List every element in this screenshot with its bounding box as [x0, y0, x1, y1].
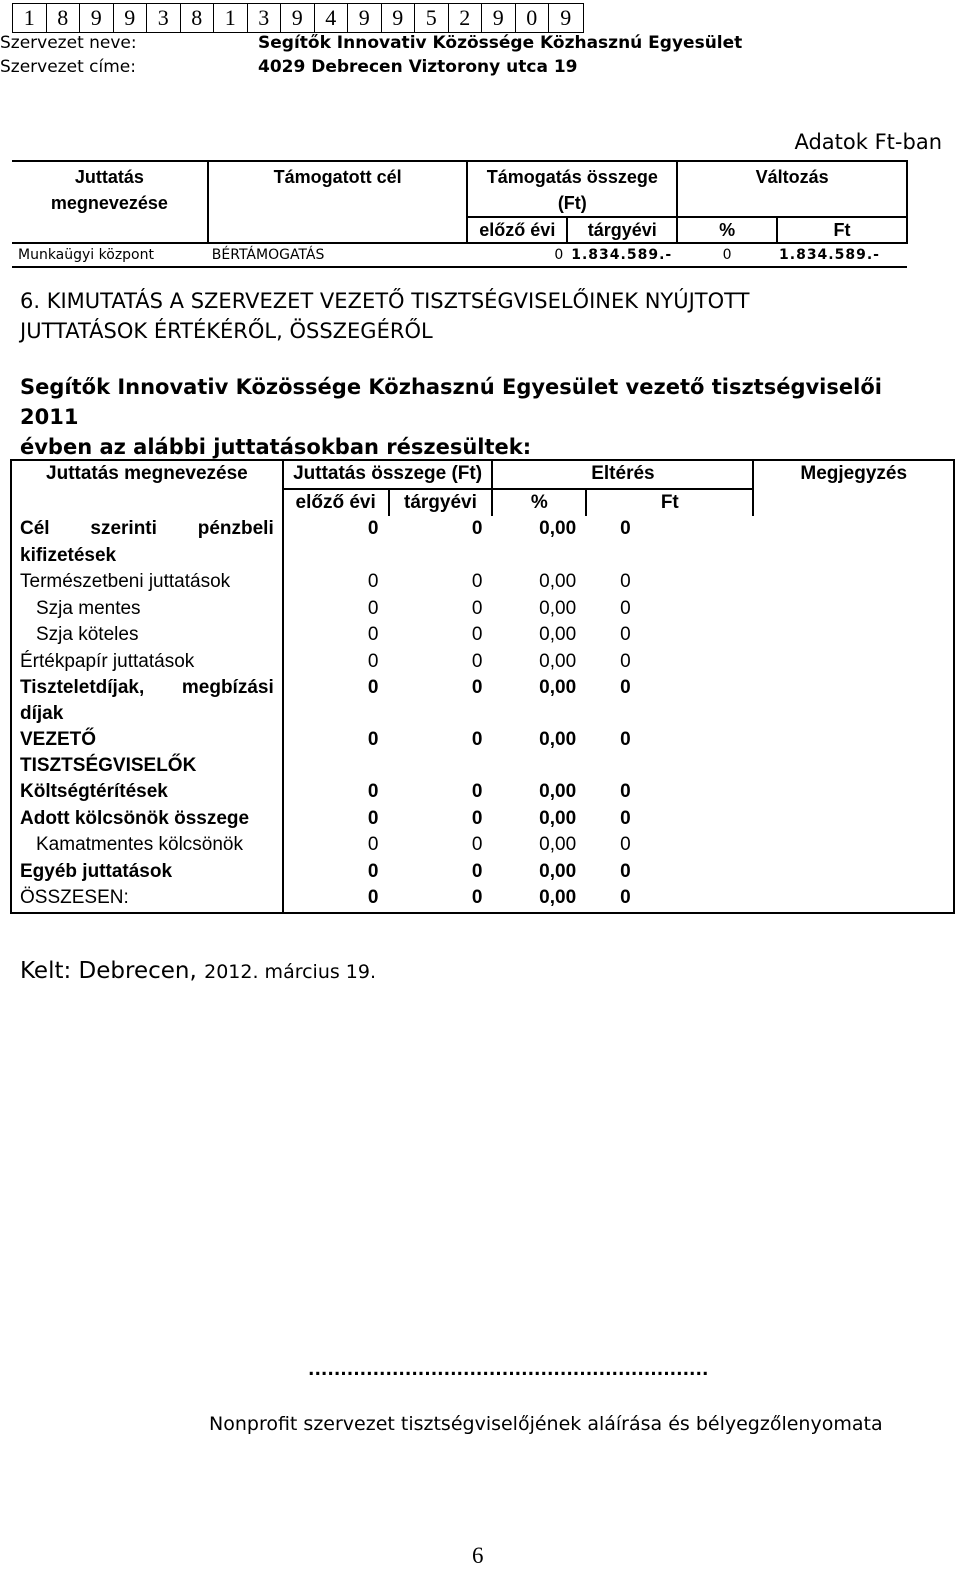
- cell-ft: 0: [620, 624, 631, 645]
- cell-prev: 0: [367, 860, 379, 882]
- header-change: Változás: [677, 161, 907, 217]
- cell-curr: 0: [471, 781, 483, 802]
- table-row: [11, 779, 954, 806]
- cell-prev: 0: [367, 677, 379, 698]
- tax-id-digit: 9: [382, 4, 416, 32]
- cell-name: Kamatmentes kölcsönök: [11, 832, 283, 859]
- cell-pct: 0,00: [539, 650, 577, 672]
- date-line: [20, 958, 376, 984]
- cell-ft: 0: [620, 860, 631, 882]
- cell-name: Szja mentes: [11, 596, 283, 623]
- section-intro: Segítők Innovativ Közössége Közhasznú Egyesület vezető tisztségviselői 2011 évben az alábbi juttatásokban részesültek:: [20, 375, 882, 459]
- table-row: [11, 859, 954, 886]
- tax-id-boxes: [12, 3, 584, 33]
- cell-ft: 0: [620, 518, 631, 539]
- org-address-value: 4029 Debrecen Viztorony utca 19: [258, 57, 578, 77]
- cell-name: Természetbeni juttatások: [11, 569, 283, 596]
- org-address-row: [0, 56, 960, 79]
- table-row: [11, 649, 954, 676]
- header-benefit-name: Juttatás megnevezése: [12, 161, 208, 243]
- cell-pct: 0,00: [539, 518, 577, 539]
- cell-prev: 0: [367, 518, 379, 539]
- cell-prev: 0: [367, 807, 379, 829]
- cell-ft: 0: [586, 885, 753, 913]
- benefits-table: [10, 459, 955, 914]
- cell-pct: 0,00: [539, 781, 577, 802]
- tax-id-digit: 0: [516, 4, 550, 32]
- section-title: 6. KIMUTATÁS A SZERVEZET VEZETŐ TISZTSÉGVISELŐINEK NYÚJTOTT JUTTATÁSOK ÉRTÉKÉRŐL, ÖSSZEGÉRŐL: [20, 289, 750, 343]
- cell-pct: 0,00: [539, 571, 577, 592]
- org-address-label: Szervezet címe:: [0, 57, 136, 77]
- header-prev-year: előző évi: [467, 217, 567, 243]
- date-value: 2012. március 19.: [204, 961, 377, 983]
- row-prev: 0: [467, 243, 567, 267]
- signature-caption: Nonprofit szervezet tisztségviselőjének aláírása és bélyegzőlenyomata: [209, 1413, 883, 1435]
- cell-curr: 0: [389, 885, 493, 913]
- header-pct: %: [492, 489, 586, 517]
- table-row: [11, 622, 954, 649]
- org-name-row: [0, 32, 960, 55]
- cell-curr: 0: [471, 518, 483, 539]
- cell-prev: 0: [367, 650, 379, 672]
- tax-id-digit: 9: [281, 4, 315, 32]
- date-place: Kelt: Debrecen,: [20, 958, 197, 984]
- cell-pct: 0,00: [539, 677, 577, 698]
- table-row: [11, 569, 954, 596]
- cell-curr: 0: [471, 677, 483, 698]
- cell-prev: 0: [367, 834, 379, 855]
- cell-name: Szja köteles: [11, 622, 283, 649]
- tax-id-digit: 3: [147, 4, 181, 32]
- cell-name: Egyéb juttatások: [11, 859, 283, 886]
- cell-name: VEZETŐ TISZTSÉGVISELŐK: [11, 727, 283, 779]
- cell-ft: 0: [620, 807, 631, 829]
- tax-id-digit: 1: [13, 4, 47, 32]
- signature-dots: ..............................................................: [308, 1360, 709, 1380]
- cell-curr: 0: [471, 624, 483, 645]
- table-row: Tiszteletdíjak, megbízási díjak 0 0 0,00 0: [11, 675, 954, 727]
- cell-curr: 0: [471, 807, 483, 829]
- row-benefit-name: Munkaügyi központ: [12, 243, 208, 267]
- tax-id-digit: 9: [114, 4, 148, 32]
- cell-ft: 0: [620, 571, 631, 592]
- table-row: Cél szerinti pénzbeli kifizetések 0 0 0,00 0: [11, 516, 954, 569]
- cell-curr: 0: [471, 597, 483, 619]
- row-goal: BÉRTÁMOGATÁS: [208, 243, 468, 267]
- cell-curr: 0: [471, 729, 483, 750]
- cell-ft: 0: [620, 729, 631, 750]
- cell-prev: 0: [367, 624, 379, 645]
- table-row: [11, 727, 954, 779]
- cell-prev: 0: [367, 781, 379, 802]
- cell-pct: 0,00: [539, 807, 577, 829]
- cell-pct: 0,00: [539, 860, 577, 882]
- row-curr: 1.834.589.-: [567, 243, 677, 267]
- tax-id-digit: 9: [348, 4, 382, 32]
- cell-curr: 0: [471, 650, 483, 672]
- tax-id-digit: 9: [482, 4, 516, 32]
- cell-pct: 0,00: [492, 885, 586, 913]
- cell-prev: 0: [367, 597, 379, 619]
- cell-ft: 0: [620, 781, 631, 802]
- header-curr: tárgyévi: [389, 489, 493, 517]
- header-curr-year: tárgyévi: [567, 217, 677, 243]
- table-row: [11, 832, 954, 859]
- cell-prev: 0: [283, 885, 389, 913]
- unit-note: Adatok Ft-ban: [794, 130, 942, 154]
- table-row-total: [11, 885, 954, 913]
- tax-id-digit: 4: [315, 4, 349, 32]
- row-pct: 0: [677, 243, 777, 267]
- tax-id-digit: 2: [449, 4, 483, 32]
- header-amount: Juttatás összege (Ft): [283, 460, 493, 489]
- header-ft: Ft: [777, 217, 907, 243]
- header-ft: Ft: [586, 489, 753, 517]
- support-table: [12, 160, 908, 268]
- header-diff: Eltérés: [492, 460, 753, 489]
- tax-id-digit: 9: [560, 5, 572, 30]
- tax-id-digit: 3: [248, 4, 282, 32]
- cell-ft: 0: [620, 597, 631, 619]
- tax-id-digit: 8: [181, 4, 215, 32]
- cell-name: Értékpapír juttatások: [11, 649, 283, 676]
- cell-prev: 0: [367, 571, 379, 592]
- cell-pct: 0,00: [539, 834, 577, 855]
- cell-name: Költségtérítések: [11, 779, 283, 806]
- cell-curr: 0: [471, 834, 483, 855]
- cell-pct: 0,00: [539, 729, 577, 750]
- header-note: Megjegyzés: [753, 460, 954, 489]
- tax-id-digit: 5: [415, 4, 449, 32]
- cell-pct: 0,00: [539, 597, 577, 619]
- cell-prev: 0: [367, 729, 379, 750]
- cell-pct: 0,00: [539, 624, 577, 645]
- header-pct: %: [677, 217, 777, 243]
- table-row: [11, 596, 954, 623]
- org-name-label: Szervezet neve:: [0, 33, 137, 53]
- header-prev: előző évi: [283, 489, 389, 517]
- tax-id-digit: 9: [80, 4, 114, 32]
- cell-ft: 0: [620, 834, 631, 855]
- cell-curr: 0: [471, 860, 483, 882]
- org-name-value: Segítők Innovativ Közössége Közhasznú Egyesület: [258, 33, 743, 53]
- cell-ft: 0: [620, 677, 631, 698]
- header-name: Juttatás megnevezése: [11, 460, 283, 489]
- tax-id-digit: 1: [214, 4, 248, 32]
- page-number: 6: [472, 1543, 484, 1568]
- cell-ft: 0: [620, 650, 631, 672]
- header-amount: Támogatás összege (Ft): [467, 161, 677, 217]
- cell-name: ÖSSZESEN:: [11, 885, 283, 913]
- cell-curr: 0: [471, 571, 483, 592]
- tax-id-digit: 8: [47, 4, 81, 32]
- row-ft: 1.834.589.-: [777, 243, 907, 267]
- header-goal: Támogatott cél: [208, 161, 468, 243]
- table-row: [11, 806, 954, 833]
- cell-name: Adott kölcsönök összege: [11, 806, 283, 833]
